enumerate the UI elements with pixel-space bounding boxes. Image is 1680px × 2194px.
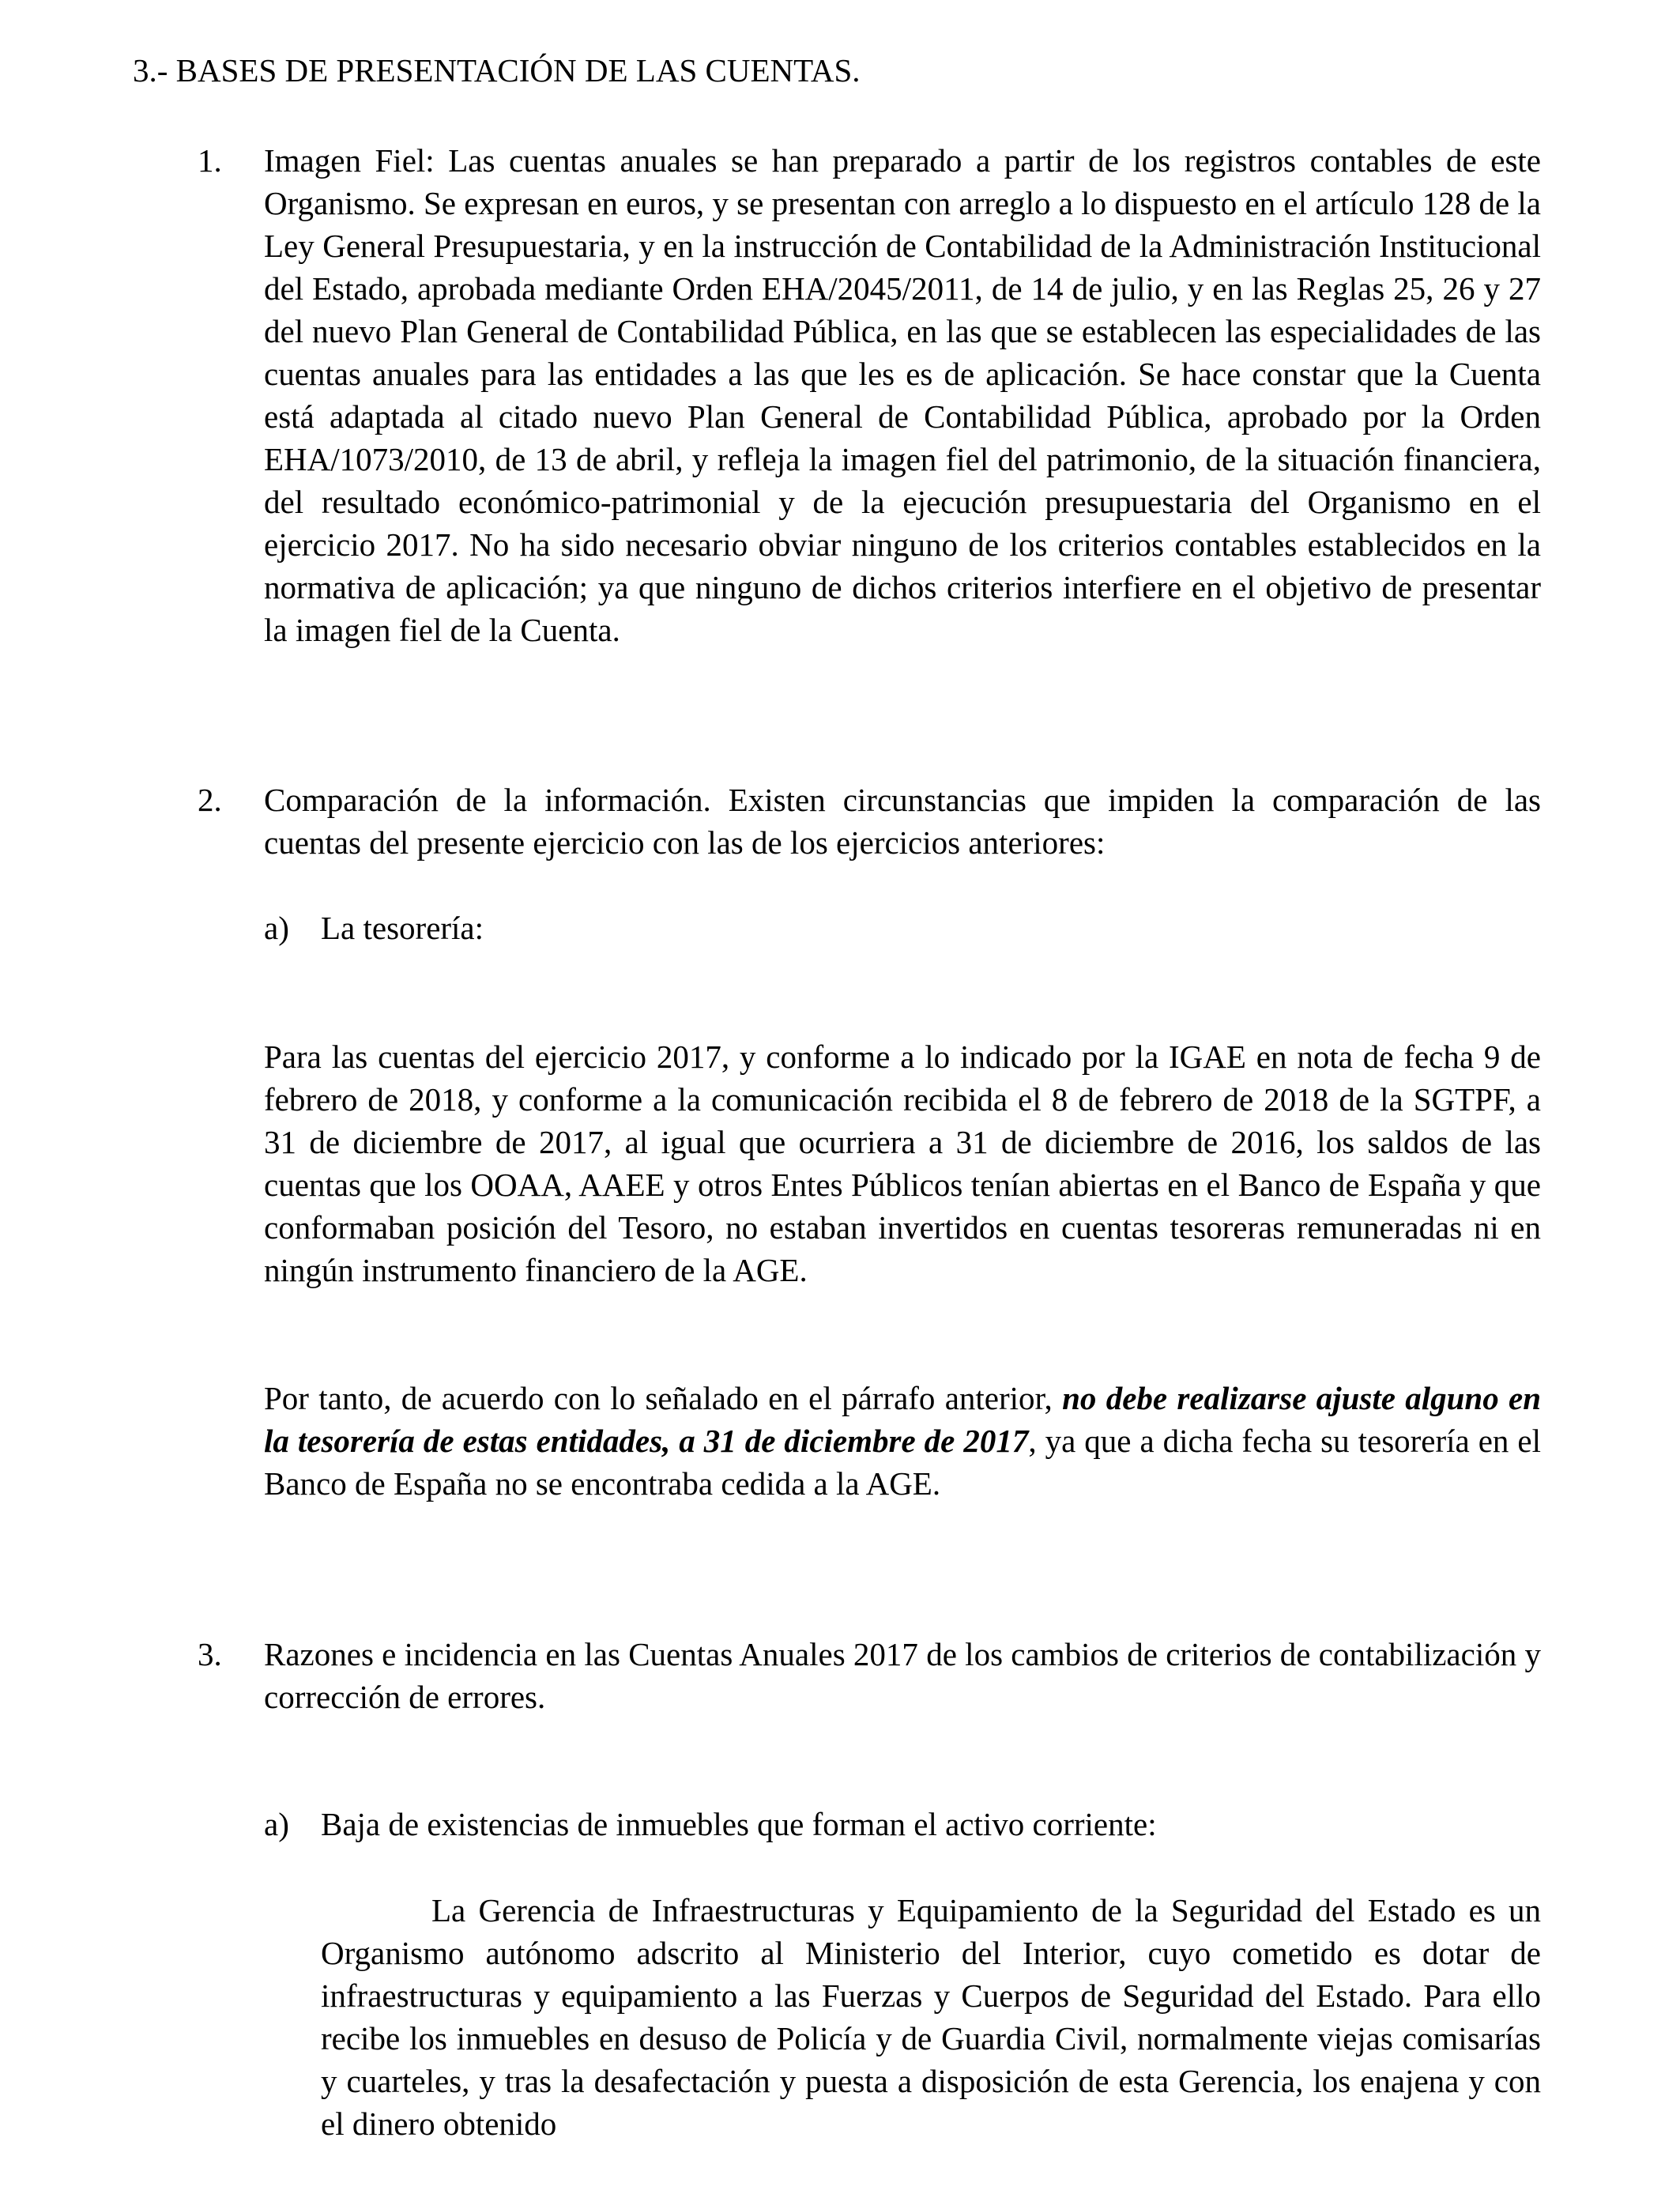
item-3a-paragraph [321,1889,1541,2145]
item-2a-title: La tesorería: [321,910,484,946]
item-2a-label: a) [264,910,289,946]
item-2a-paragraph-2 [264,1377,1541,1505]
item-3-number: 3. [198,1636,222,1672]
item-2a-paragraph-2-end: , ya que a dicha fecha su tesorería en el Banco de España no se encontraba cedida a la AGE. [264,1423,1542,1502]
item-3a-label: a) [264,1806,289,1842]
item-2-text: Comparación de la información. Existen circunstancias que impiden la comparación de las cuentas del presente ejercicio con las de los ejercicios anteriores: [264,782,1541,861]
item-2-number: 2. [198,782,222,818]
item-2a-paragraph-2-start: Por tanto, de acuerdo con lo señalado en el párrafo anterior, [264,1380,1063,1416]
item-1-number: 1. [198,142,222,179]
item-3-text: Razones e incidencia en las Cuentas Anuales 2017 de los cambios de criterios de contabilización y corrección de errores. [264,1636,1541,1715]
item-2a-paragraph-2-emphasis: no debe realizarse ajuste alguno en la tesorería de estas entidades, a 31 de diciembre de 2017 [264,1380,1541,1459]
item-3a-paragraph-text: La Gerencia de Infraestructuras y Equipamiento de la Seguridad del Estado es un Organismo autónomo adscrito al Ministerio del Interior, cuyo cometido es dotar de infraestructuras y equipamiento a las Fuerzas y Cuerpos de Seguridad del Estado. Para ello recibe los inmuebles en desuso de Policía y de Guardia Civil, normalmente viejas comisarías y cuarteles, y tras la desafectación y puesta a disposición de esta Gerencia, los enajena y con el dinero obtenido [321,1892,1541,2142]
section-title: 3.- BASES DE PRESENTACIÓN DE LAS CUENTAS. [133,52,861,89]
item-1-text: Imagen Fiel: Las cuentas anuales se han preparado a partir de los registros contables de este Organismo. Se expresan en euros, y se presentan con arreglo a lo dispuesto en el artículo 128 de la Ley General Presupuestaria, y en la instrucción de Contabilidad de la Administración Institucional del Estado, aprobada mediante Orden EHA/2045/2011, de 14 de julio, y en las Reglas 25, 26 y 27 del nuevo Plan General de Contabilidad Pública, en las que se establecen las especialidades de las cuentas anuales para las entidades a las que les es de aplicación. Se hace constar que la Cuenta está adaptada al citado nuevo Plan General de Contabilidad Pública, aprobado por la Orden EHA/1073/2010, de 13 de abril, y refleja la imagen fiel del patrimonio, de la situación financiera, del resultado económico-patrimonial y de la ejecución presupuestaria del Organismo en el ejercicio 2017. No ha sido necesario obviar ninguno de los criterios contables establecidos en la normativa de aplicación; ya que ninguno de dichos criterios interfiere en el objetivo de presentar la imagen fiel de la Cuenta. [264,142,1541,648]
item-2a-paragraph-1: Para las cuentas del ejercicio 2017, y conforme a lo indicado por la IGAE en nota de fecha 9 de febrero de 2018, y conforme a la comunicación recibida el 8 de febrero de 2018 de la SGTPF, a 31 de diciembre de 2017, al igual que ocurriera a 31 de diciembre de 2016, los saldos de las cuentas que los OOAA, AAEE y otros Entes Públicos tenían abiertas en el Banco de España y que conformaban posición del Tesoro, no estaban invertidos en cuentas tesoreras remuneradas ni en ningún instrumento financiero de la AGE. [264,1039,1541,1288]
item-3a-title: Baja de existencias de inmuebles que forman el activo corriente: [321,1806,1157,1842]
